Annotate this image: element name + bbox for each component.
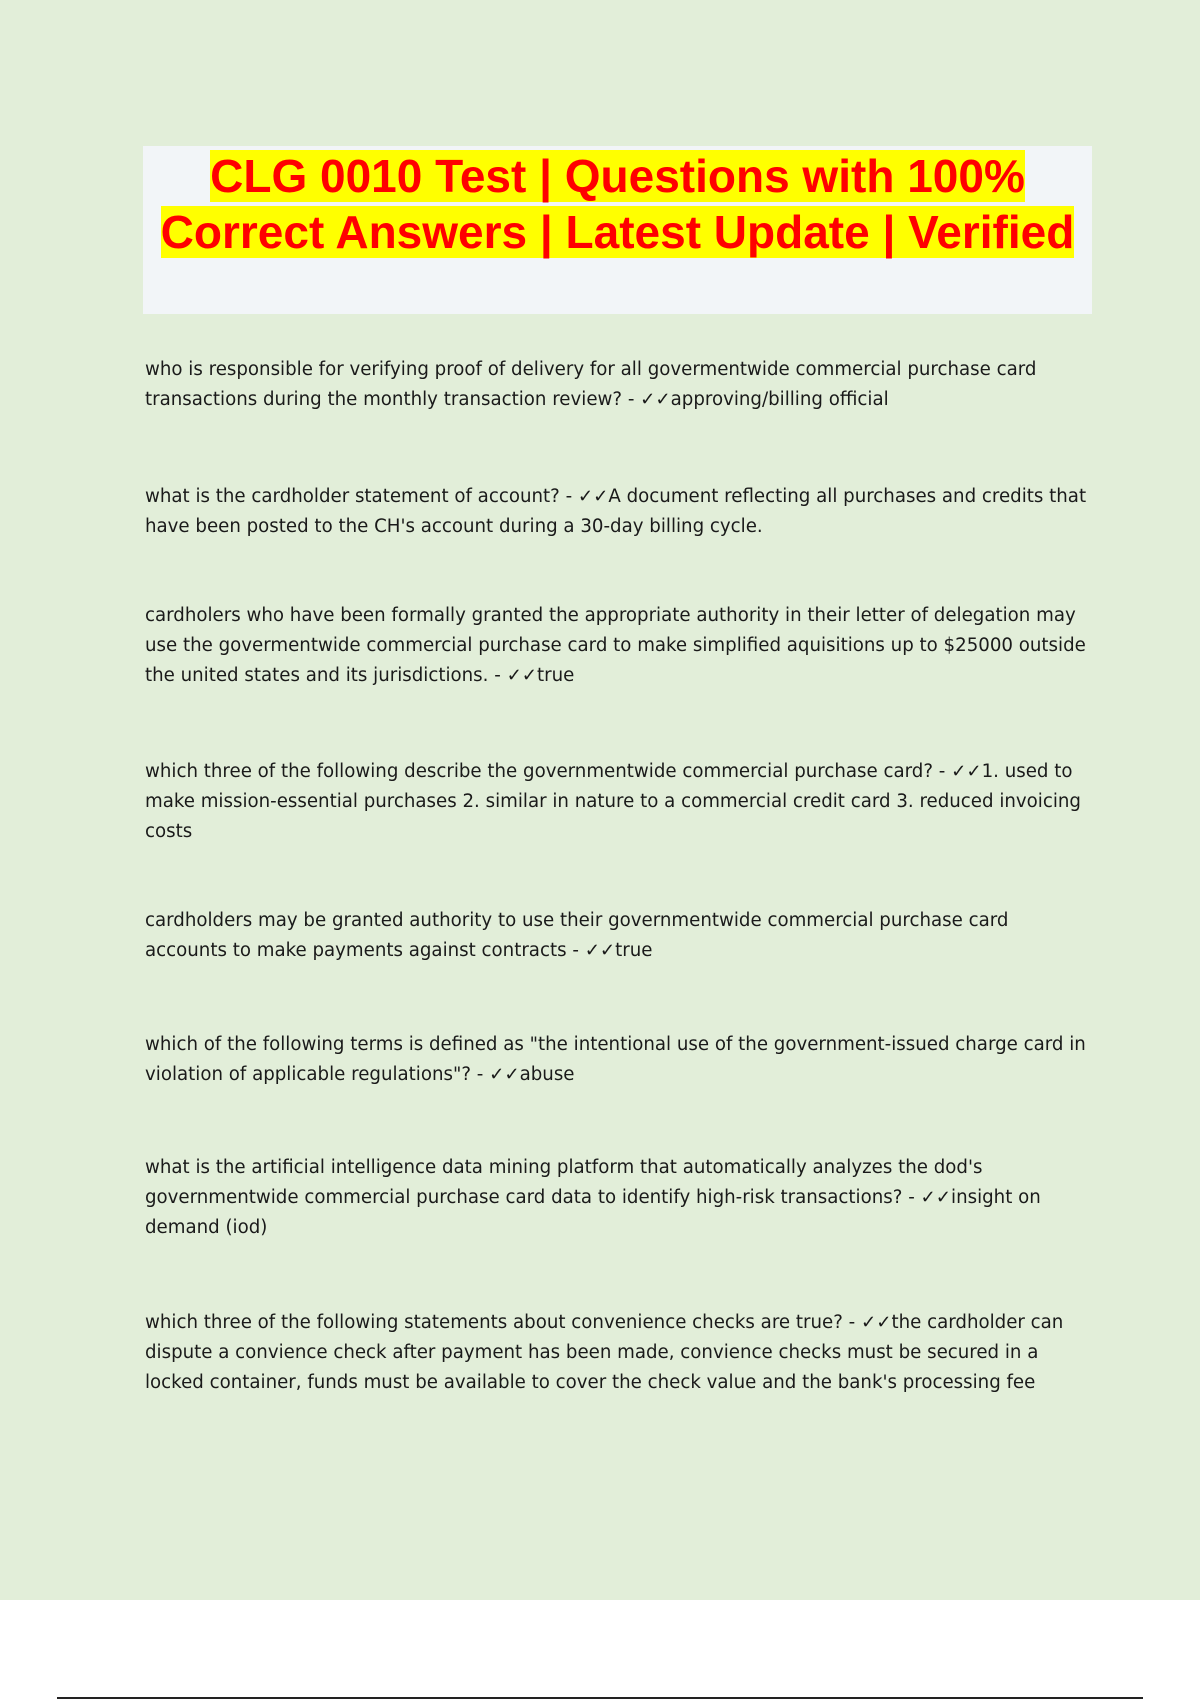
- question-text: which three of the following statements about convenience checks are true?: [145, 1312, 843, 1333]
- question-text: which three of the following describe the governmentwide commercial purchase card?: [145, 761, 933, 782]
- question-text: what is the artificial intelligence data mining platform that automatically analyzes the dod's governmentwide commercial purchase card data to identify high-risk transactions?: [145, 1157, 983, 1208]
- question-text: what is the cardholder statement of account?: [145, 486, 560, 507]
- answer-text: true: [537, 665, 575, 686]
- question-text: cardholers who have been formally granted the appropriate authority in their letter of delegation may use the govermentwide commercial purchase card to make simplified aquisitions up to $25000 outside the united states and its jurisdictions.: [145, 605, 1086, 686]
- footer-rule: [57, 1697, 1143, 1699]
- qa-item-3: [145, 601, 1090, 691]
- qa-item-2: [145, 482, 1090, 542]
- title-box: [143, 146, 1092, 314]
- answer-text: the cardholder can dispute a convience check after payment has been made, convience checks must be secured in a locked container, funds must be available to cover the check value and the bank's processing fee: [145, 1312, 1064, 1393]
- qa-item-6: [145, 1030, 1090, 1090]
- question-text: who is responsible for verifying proof of delivery for all govermentwide commercial purchase card transactions during the monthly transaction review?: [145, 359, 1037, 410]
- answer-checkmark: - ✓✓: [566, 940, 616, 961]
- answer-checkmark: - ✓✓: [902, 1187, 952, 1208]
- answer-checkmark: - ✓✓: [471, 1064, 520, 1085]
- answer-text: abuse: [519, 1064, 575, 1085]
- qa-item-5: [145, 906, 1090, 966]
- answer-text: approving/billing official: [670, 389, 889, 410]
- question-text: cardholders may be granted authority to use their governmentwide commercial purchase card accounts to make payments against contracts: [145, 910, 1009, 961]
- answer-checkmark: - ✓✓: [559, 486, 609, 507]
- answer-text: 1. used to make mission-essential purchases 2. similar in nature to a commercial credit card 3. reduced invoicing costs: [145, 761, 1081, 842]
- document-title: [143, 146, 1092, 260]
- qa-item-4: [145, 757, 1090, 847]
- question-text: which of the following terms is defined as "the intentional use of the government-issued charge card in violation of applicable regulations"?: [145, 1034, 1086, 1085]
- answer-text: insight on demand (iod): [145, 1187, 1041, 1238]
- answer-checkmark: - ✓✓: [842, 1312, 892, 1333]
- qa-item-7: [145, 1153, 1090, 1243]
- answer-checkmark: - ✓✓: [488, 665, 538, 686]
- document-title-text: CLG 0010 Test | Questions with 100% Correct Answers | Latest Update | Verified: [160, 150, 1075, 258]
- answer-checkmark: - ✓✓: [932, 761, 982, 782]
- answer-text: A document reflecting all purchases and credits that have been posted to the CH's account during a 30-day billing cycle.: [145, 486, 1087, 537]
- answer-text: true: [615, 940, 653, 961]
- qa-item-1: [145, 355, 1090, 415]
- answer-checkmark: - ✓✓: [622, 389, 671, 410]
- qa-item-8: [145, 1308, 1090, 1398]
